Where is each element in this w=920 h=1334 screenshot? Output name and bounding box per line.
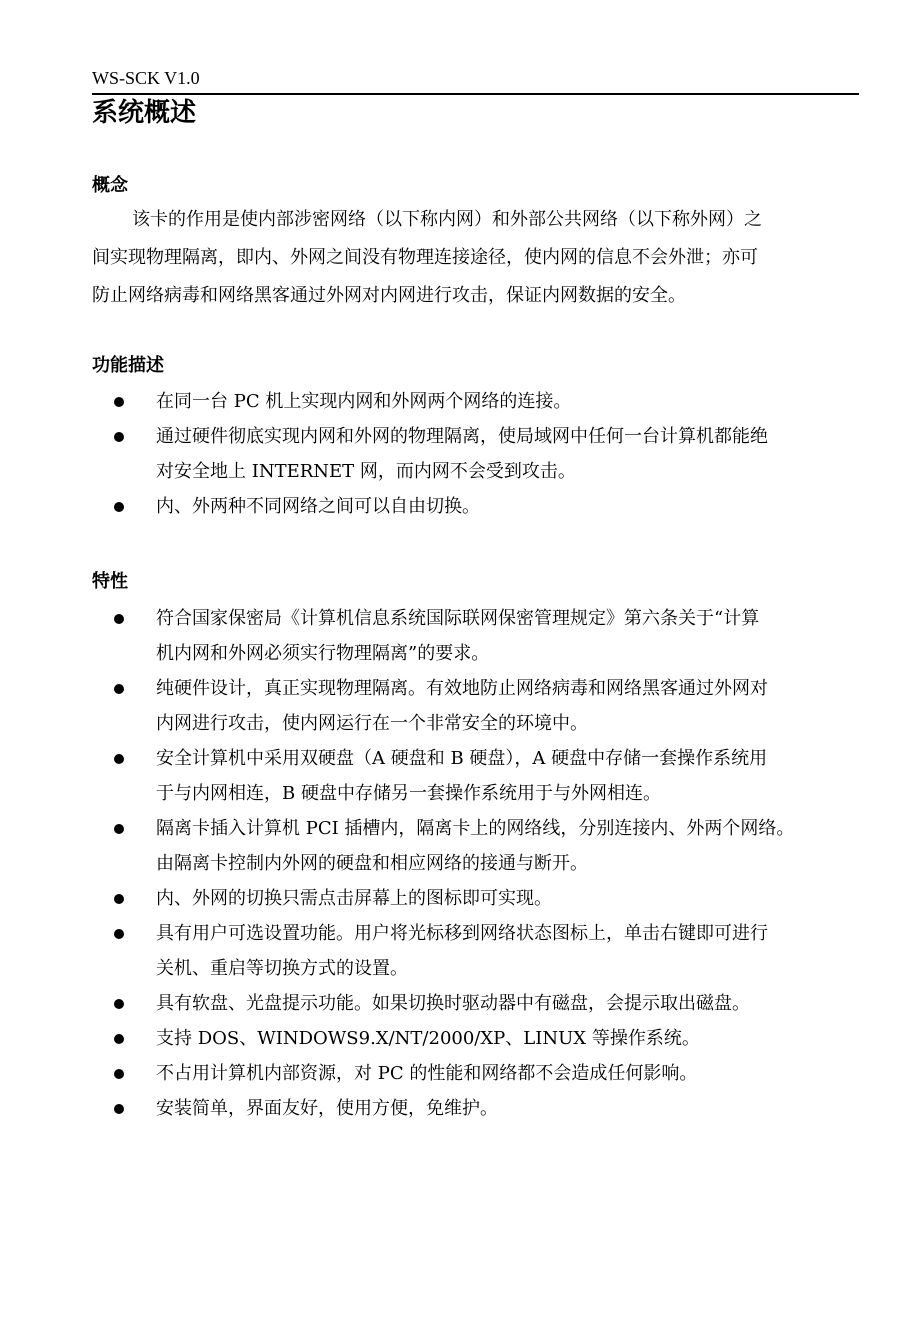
list-item-line: 关机、重启等切换方式的设置。: [156, 958, 408, 979]
list-item-line: 通过硬件彻底实现内网和外网的物理隔离，使局域网中任何一台计算机都能绝: [156, 426, 768, 447]
list-item: [92, 601, 859, 671]
functions-list: [92, 384, 859, 524]
list-item: [92, 916, 859, 986]
list-item: [92, 384, 859, 419]
list-item-line: 内网进行攻击，使内网运行在一个非常安全的环境中。: [156, 713, 588, 734]
bullet-icon: [114, 1034, 124, 1044]
document-title: 系统概述: [92, 98, 197, 128]
paragraph-line: 防止网络病毒和网络黑客通过外网对内网进行攻击，保证内网数据的安全。: [92, 285, 686, 306]
list-item-line: 纯硬件设计，真正实现物理隔离。有效地防止网络病毒和网络黑客通过外网对: [156, 678, 768, 699]
list-item: [92, 741, 859, 811]
bullet-icon: [114, 1104, 124, 1114]
features-list: [92, 601, 859, 1126]
list-item-line: 具有软盘、光盘提示功能。如果切换时驱动器中有磁盘，会提示取出磁盘。: [156, 993, 750, 1014]
bullet-icon: [114, 754, 124, 764]
list-item-line: 安全计算机中采用双硬盘（A 硬盘和 B 硬盘），A 硬盘中存储一套操作系统用: [156, 748, 768, 769]
list-item-line: 在同一台 PC 机上实现内网和外网两个网络的连接。: [156, 391, 572, 412]
bullet-icon: [114, 999, 124, 1009]
bullet-icon: [114, 929, 124, 939]
list-item: [92, 881, 859, 916]
bullet-icon: [114, 824, 124, 834]
document-header-label: WS-SCK V1.0: [92, 68, 200, 88]
list-item-line: 于与内网相连，B 硬盘中存储另一套操作系统用于与外网相连。: [156, 783, 661, 804]
list-item: [92, 986, 859, 1021]
list-item: [92, 489, 859, 524]
section-heading-functions: 功能描述: [92, 355, 164, 376]
list-item-line: 具有用户可选设置功能。用户将光标移到网络状态图标上，单击右键即可进行: [156, 923, 768, 944]
header-divider: [92, 93, 859, 95]
section-heading-features: 特性: [92, 571, 128, 592]
bullet-icon: [114, 432, 124, 442]
bullet-icon: [114, 1069, 124, 1079]
list-item-line: 隔离卡插入计算机 PCI 插槽内，隔离卡上的网络线，分别连接内、外两个网络。: [156, 818, 795, 839]
concept-paragraph: [92, 201, 859, 315]
list-item: [92, 1021, 859, 1056]
list-item-line: 由隔离卡控制内外网的硬盘和相应网络的接通与断开。: [156, 853, 588, 874]
bullet-icon: [114, 397, 124, 407]
section-heading-concept: 概念: [92, 175, 128, 196]
list-item: [92, 1056, 859, 1091]
list-item-line: 内、外网的切换只需点击屏幕上的图标即可实现。: [156, 888, 552, 909]
list-item-line: 不占用计算机内部资源，对 PC 的性能和网络都不会造成任何影响。: [156, 1063, 698, 1084]
list-item-line: 对安全地上 INTERNET 网，而内网不会受到攻击。: [156, 461, 576, 482]
list-item-line: 符合国家保密局《计算机信息系统国际联网保密管理规定》第六条关于“计算: [156, 608, 760, 629]
list-item: [92, 811, 859, 881]
paragraph-line: 该卡的作用是使内部涉密网络（以下称内网）和外部公共网络（以下称外网）之: [132, 209, 762, 230]
bullet-icon: [114, 502, 124, 512]
list-item-line: 内、外两种不同网络之间可以自由切换。: [156, 496, 480, 517]
list-item: [92, 671, 859, 741]
list-item-line: 支持 DOS、WINDOWS9.X/NT/2000/XP、LINUX 等操作系统。: [156, 1028, 700, 1049]
list-item-line: 安装简单，界面友好，使用方便，免维护。: [156, 1098, 498, 1119]
list-item-line: 机内网和外网必须实行物理隔离”的要求。: [156, 643, 490, 664]
list-item: [92, 419, 859, 489]
paragraph-line: 间实现物理隔离，即内、外网之间没有物理连接途径，使内网的信息不会外泄；亦可: [92, 247, 758, 268]
bullet-icon: [114, 684, 124, 694]
bullet-icon: [114, 614, 124, 624]
bullet-icon: [114, 894, 124, 904]
list-item: [92, 1091, 859, 1126]
